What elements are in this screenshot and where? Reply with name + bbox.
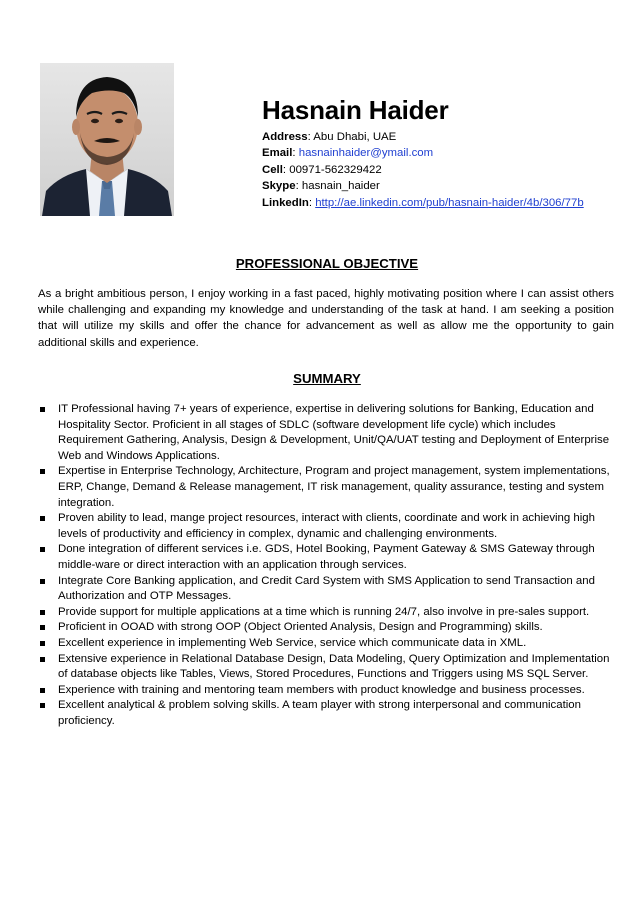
skype-label: Skype <box>262 180 296 193</box>
summary-item <box>38 605 614 621</box>
summary-item <box>38 698 614 729</box>
summary-item-text: Done integration of different services i.e. GDS, Hotel Booking, Payment Gateway & SMS Gateway through middle-ware or direct interaction with an application through services. <box>58 543 595 571</box>
summary-item <box>38 511 614 542</box>
bullet-square-icon <box>40 469 45 474</box>
bullet-square-icon <box>40 516 45 521</box>
objective-text: As a bright ambitious person, I enjoy working in a fast paced, highly motivating position where I can assist others while challenging and expanding my knowledge and understanding of the task at hand. I am seeking a position that will utilize my skills and offer the chance for advancement as well as allow me the opportunity to gain additional skills and experience. <box>38 288 614 349</box>
summary-item-text: Provide support for multiple applications at a time which is running 24/7, also involve in pre-sales support. <box>58 605 590 618</box>
objective-heading: PROFESSIONAL OBJECTIVE <box>235 256 419 271</box>
summary-item-text: Proven ability to lead, mange project resources, interact with clients, coordinate and work in achieving high levels of productivity and efficiency in complex, dynamic and challenging environments. <box>58 512 595 540</box>
summary-item-text: Excellent experience in implementing Web Service, service which communicate data in XML. <box>58 636 527 649</box>
summary-item-text: Integrate Core Banking application, and Credit Card System with SMS Application to send Transaction and Authorization and OTP Messages. <box>58 574 595 603</box>
bullet-square-icon <box>40 688 45 693</box>
summary-item-text: Expertise in Enterprise Technology, Architecture, Program and project management, system implementations, ERP, Change, Demand & Release management, IT risk management, quality assurance, testing and system integration. <box>58 465 610 509</box>
email-label: Email <box>262 147 293 160</box>
summary-item <box>38 402 614 464</box>
bullet-square-icon <box>40 641 45 646</box>
bullet-square-icon <box>40 579 45 584</box>
linkedin-line: LinkedIn: http://ae.linkedin.com/pub/hasnain-haider/4b/306/77b <box>262 196 584 209</box>
cell-label: Cell <box>262 163 283 176</box>
email-link[interactable]: hasnainhaider@ymail.com <box>298 147 434 160</box>
bullet-square-icon <box>40 407 45 412</box>
summary-item <box>38 683 614 699</box>
summary-item-text: Experience with training and mentoring team members with product knowledge and business processes. <box>58 683 585 696</box>
bullet-square-icon <box>40 703 45 708</box>
contact-block <box>262 94 632 211</box>
summary-item <box>38 574 614 605</box>
skype-value: hasnain_haider <box>301 180 380 193</box>
summary-item-text: Excellent analytical & problem solving skills. A team player with strong interpersonal and communication proficiency. <box>58 699 581 727</box>
summary-item <box>38 464 614 511</box>
summary-item <box>38 620 614 636</box>
linkedin-link[interactable]: http://ae.linkedin.com/pub/hasnain-haider/4b/306/77b <box>315 196 584 209</box>
bullet-square-icon <box>40 610 45 615</box>
address-line: Address: Abu Dhabi, UAE <box>262 131 397 143</box>
cell-value: 00971-562329422 <box>289 163 382 176</box>
bullet-square-icon <box>40 547 45 552</box>
linkedin-label: LinkedIn <box>262 196 309 209</box>
bullet-square-icon <box>40 625 45 630</box>
candidate-name: Hasnain Haider <box>262 95 449 125</box>
summary-item <box>38 636 614 652</box>
summary-item-text: Proficient in OOAD with strong OOP (Object Oriented Analysis, Design and Programming) skills. <box>58 621 543 634</box>
bullet-square-icon <box>40 657 45 662</box>
summary-item-text: IT Professional having 7+ years of experience, expertise in delivering solutions for Banking, Education and Hospitality Sector. Proficient in all stages of SDLC (software development life cycle) which includes Requirement Gathering, Analysis, Design & Development, Unit/QA/UAT testing and Deployment of Enterprise Web and Windows Applications. <box>58 403 610 462</box>
address-label: Address <box>262 131 308 143</box>
summary-heading: SUMMARY <box>293 371 361 386</box>
profile-photo <box>40 63 174 216</box>
summary-item <box>38 652 614 683</box>
email-line: Email: hasnainhaider@ymail.com <box>262 147 434 160</box>
address-value: Abu Dhabi, UAE <box>313 131 397 143</box>
cell-line: Cell: 00971-562329422 <box>262 163 382 176</box>
summary-list <box>38 402 614 729</box>
summary-item <box>38 542 614 573</box>
summary-item-text: Extensive experience in Relational Database Design, Data Modeling, Query Optimization and Implementation of database objects like Tables, Views, Stored Procedures, Functions and Triggers using MS SQL Server. <box>58 652 610 681</box>
skype-line: Skype: hasnain_haider <box>262 180 380 193</box>
